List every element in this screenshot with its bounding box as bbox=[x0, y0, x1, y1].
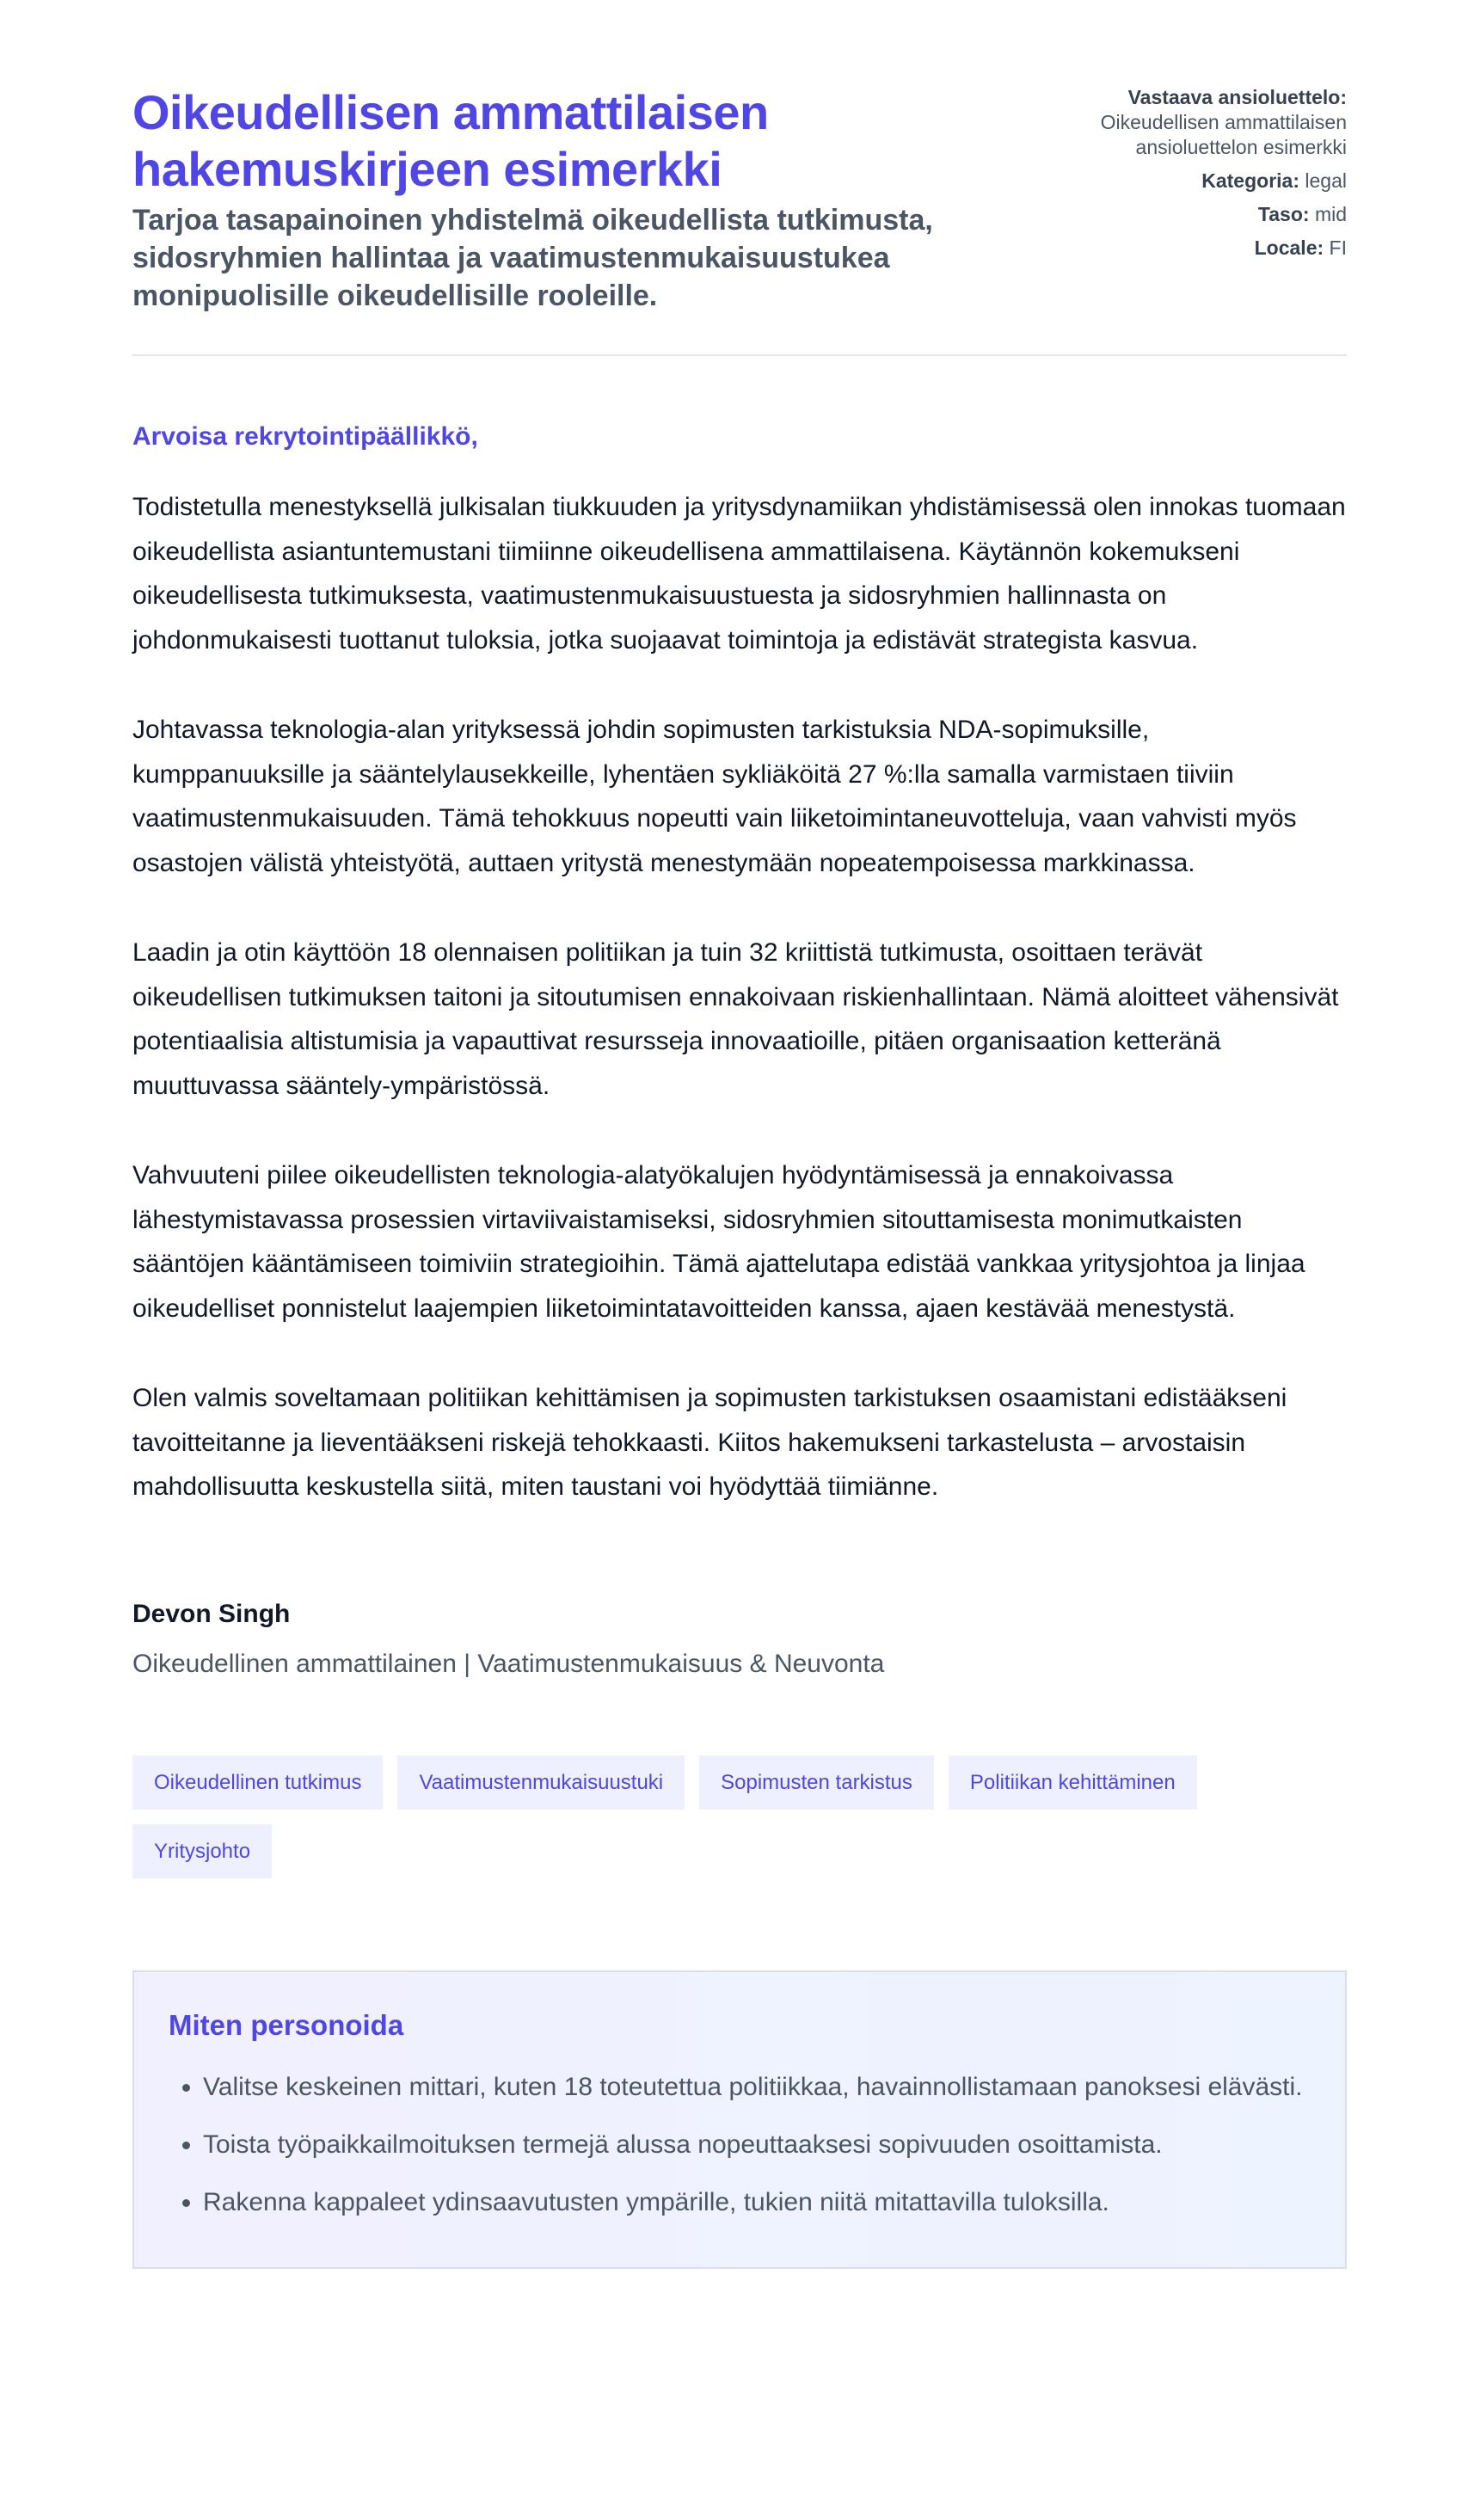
meta-level-value: mid bbox=[1314, 203, 1347, 225]
skill-tag: Vaatimustenmukaisuustuki bbox=[397, 1755, 685, 1810]
tips-title: Miten personoida bbox=[169, 2008, 404, 2041]
meta-resume-link[interactable]: Oikeudellisen ammattilaisen ansioluettelon esimerkki bbox=[1100, 111, 1347, 158]
skill-tag: Oikeudellinen tutkimus bbox=[132, 1755, 383, 1810]
tip-item: • Valitse keskeinen mittari, kuten 18 toteutettua politiikkaa, havainnollistamaan panoksesi elävästi. bbox=[203, 2065, 1311, 2109]
skill-tag: Sopimusten tarkistus bbox=[699, 1755, 934, 1810]
tip-item: • Toista työpaikkailmoituksen termejä alussa nopeuttaaksesi sopivuuden osoittamista. bbox=[203, 2123, 1311, 2167]
meta-locale-label: Locale: bbox=[1254, 237, 1324, 259]
cover-letter-page bbox=[132, 0, 1347, 2269]
skill-tags bbox=[132, 1755, 1347, 1878]
skill-tag: Politiikan kehittäminen bbox=[949, 1755, 1197, 1810]
meta-category-label: Kategoria: bbox=[1201, 169, 1299, 192]
letter-paragraph: Laadin ja otin käyttöön 18 olennaisen politiikan ja tuin 32 kriittistä tutkimusta, osoittaen terävät oikeudellisen tutkimuksen taitoni ja sitoutumisen ennakoivaan riskienhallintaan. Nämä aloitteet vähensivät potentiaalisia altistumisia ja vapauttivat resursseja innovaatioille, pitäen organisaation ketteränä muuttuvassa sääntely-ympäristössä. bbox=[132, 938, 1339, 1100]
meta-level bbox=[1037, 202, 1347, 227]
letter-paragraph: Johtavassa teknologia-alan yrityksessä johdin sopimusten tarkistuksia NDA-sopimuksille, kumppanuuksille ja sääntelylausekkeille, lyhentäen sykliäköitä 27 %:lla samalla varmistaen tiiviin vaatimustenmukaisuuden. Tämä tehokkuus nopeutti vain liiketoimintaneuvotteluja, vaan vahvisti myös osastojen välistä yhteistyötä, auttaen yritystä menestymään nopeatempoisessa markkinassa. bbox=[132, 716, 1297, 877]
signature-title: Oikeudellinen ammattilainen | Vaatimustenmukaisuus & Neuvonta bbox=[132, 1649, 885, 1678]
meta-panel bbox=[1037, 84, 1347, 269]
signature bbox=[132, 1597, 1347, 1681]
letter-paragraph: Olen valmis soveltamaan politiikan kehittämisen ja sopimusten tarkistuksen osaamistani edistääkseni tavoitteitanne ja lieventääkseni riskejä tehokkaasti. Kiitos hakemukseni tarkastelusta – arvostaisin mahdollisuutta keskustella siitä, miten taustani voi hyödyttää tiimiänne. bbox=[132, 1384, 1287, 1501]
meta-level-label: Taso: bbox=[1257, 203, 1310, 225]
letter-paragraph: Vahvuuteni piilee oikeudellisten teknologia-alatyökalujen hyödyntämisessä ja ennakoivassa lähestymistavassa prosessien virtaviivaistamiseksi, sidosryhmien sitouttamisesta monimutkaisten sääntöjen kääntämiseen toimiviin strategioihin. Tämä ajattelutapa edistää vankkaa yritysjohtoa ja linjaa oikeudelliset ponnistelut laajempien liiketoimintatavoitteiden kanssa, ajaen kestävää menestystä. bbox=[132, 1161, 1305, 1323]
header-titles bbox=[132, 84, 1027, 315]
page-header bbox=[132, 84, 1347, 356]
personalization-tips bbox=[132, 1970, 1347, 2269]
signature-name: Devon Singh bbox=[132, 1599, 291, 1628]
skill-tag: Yritysjohto bbox=[132, 1824, 272, 1878]
tips-list bbox=[169, 2065, 1311, 2224]
page-subtitle: Tarjoa tasapainoinen yhdistelmä oikeudellista tutkimusta, sidosryhmien hallintaa ja vaatimustenmukaisuustukea monipuolisille oikeudellisille rooleille. bbox=[132, 204, 933, 312]
tip-item: • Rakenna kappaleet ydinsaavutusten ympärille, tukien niitä mitattavilla tuloksilla. bbox=[203, 2180, 1311, 2224]
letter-paragraph: Todistetulla menestyksellä julkisalan tiukkuuden ja yritysdynamiikan yhdistämisessä olen innokas tuomaan oikeudellista asiantuntemustani tiimiinne oikeudellisena ammattilaisena. Käytännön kokemukseni oikeudellisesta tutkimuksesta, vaatimustenmukaisuustuesta ja sidosryhmien hallinnasta on johdonmukaisesti tuottanut tuloksia, jotka suojaavat toimintoja ja edistävät strategista kasvua. bbox=[132, 493, 1346, 655]
letter-greeting: Arvoisa rekrytointipäällikkö, bbox=[132, 422, 478, 451]
page-title: Oikeudellisen ammattilaisen hakemuskirjeen esimerkki bbox=[132, 85, 769, 196]
letter-body bbox=[132, 420, 1347, 1509]
meta-category-value: legal bbox=[1305, 169, 1347, 192]
meta-locale-value: FI bbox=[1329, 237, 1347, 259]
meta-locale bbox=[1037, 236, 1347, 261]
meta-resume bbox=[1037, 85, 1347, 160]
meta-category bbox=[1037, 169, 1347, 194]
meta-resume-label: Vastaava ansioluettelo: bbox=[1127, 86, 1347, 108]
